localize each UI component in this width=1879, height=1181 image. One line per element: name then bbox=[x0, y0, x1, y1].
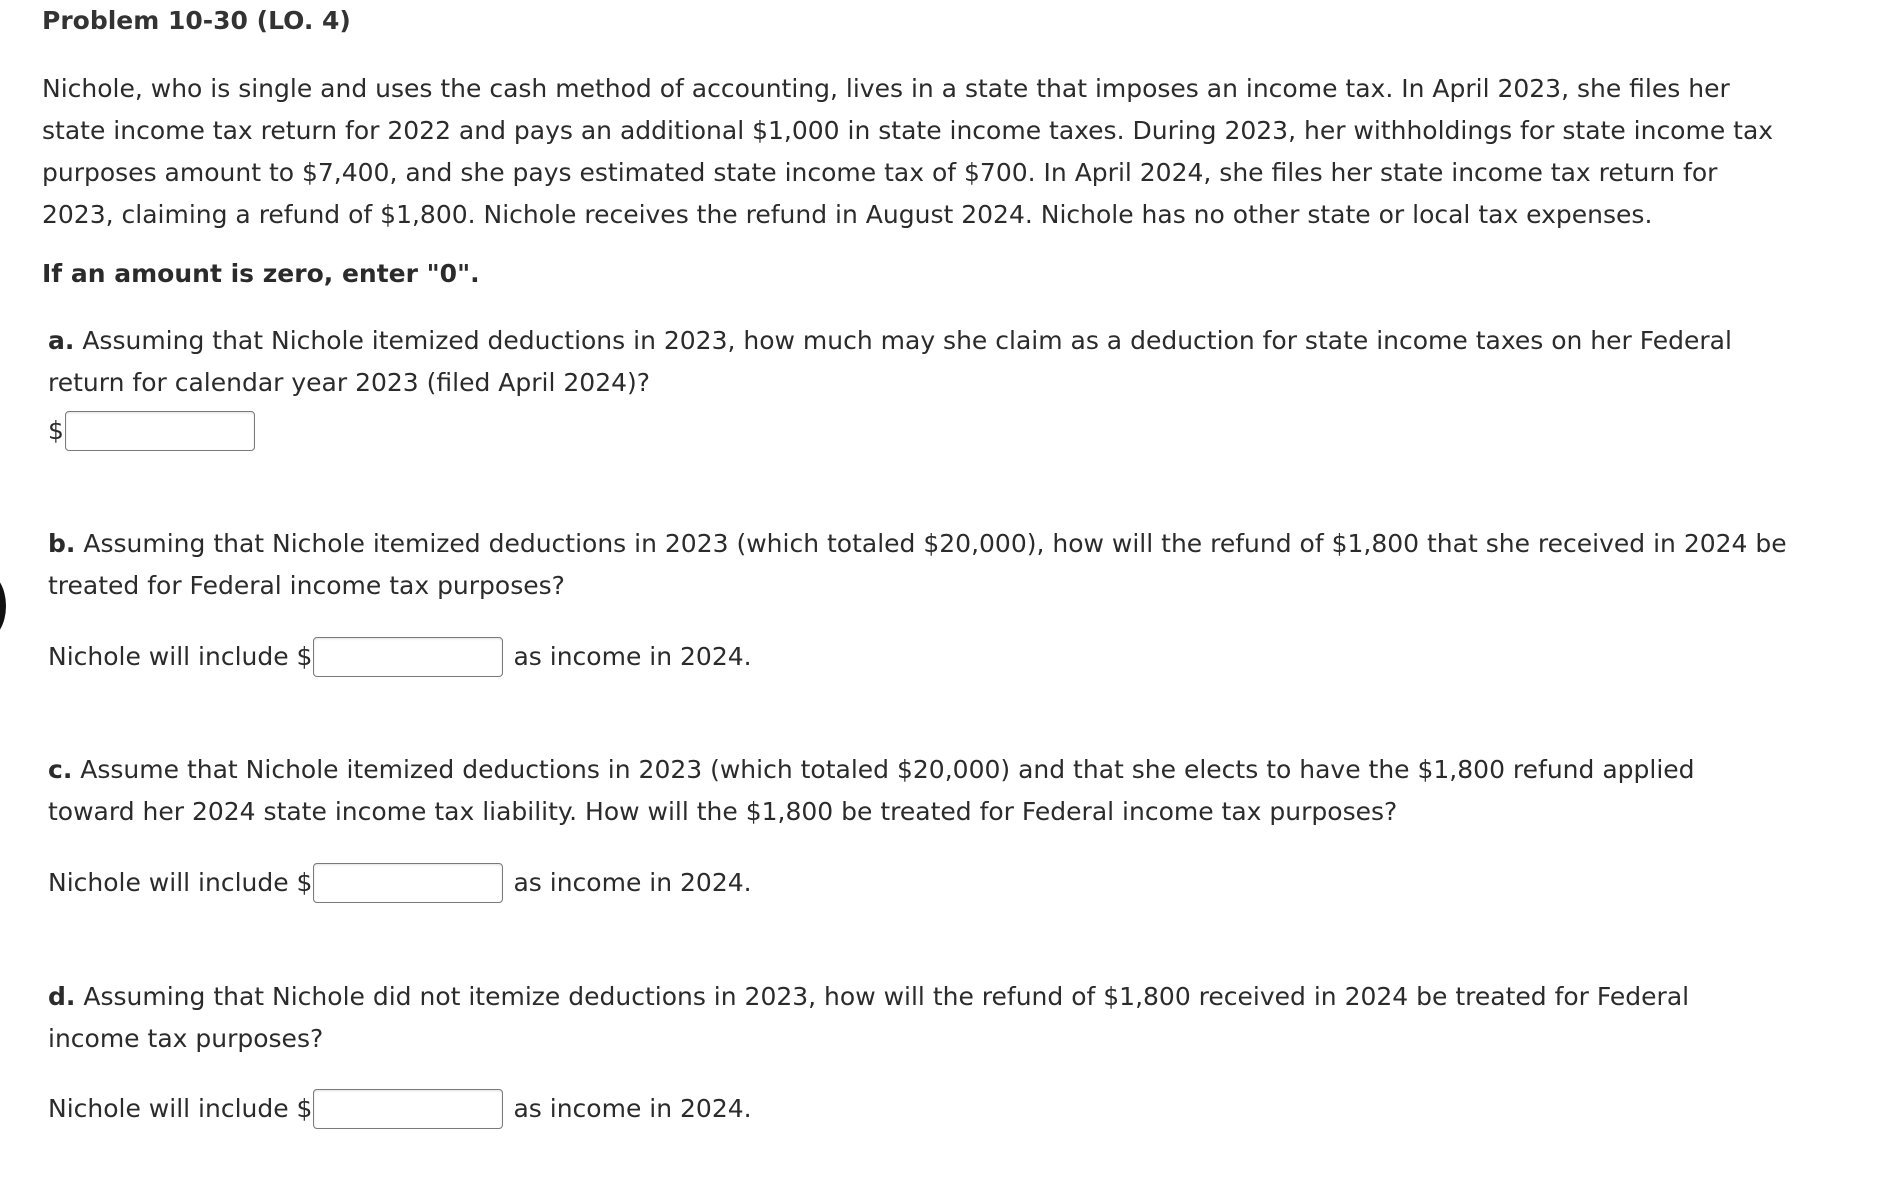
answer-c-row bbox=[48, 861, 752, 905]
answer-c-prefix: Nichole will include $ bbox=[48, 868, 313, 897]
answer-d-prefix: Nichole will include $ bbox=[48, 1094, 313, 1123]
question-b-letter: b. bbox=[48, 529, 76, 558]
problem-intro: Nichole, who is single and uses the cash method of accounting, lives in a state that imposes an income tax. In April 2023, she files her state income tax return for 2022 and pays an additional $1,000 in state income taxes. During 2023, her withholdings for state income tax purposes amount to $7,400, and she pays estimated state income tax of $700. In April 2024, she files her state income tax return for 2023, claiming a refund of $1,800. Nichole receives the refund in August 2024. Nichole has no other state or local tax expenses. bbox=[42, 74, 1774, 229]
answer-c-input[interactable] bbox=[313, 863, 503, 903]
question-c-letter: c. bbox=[48, 755, 73, 784]
answer-d-row bbox=[48, 1087, 752, 1131]
answer-b-row bbox=[48, 635, 752, 679]
answer-a-row bbox=[48, 409, 265, 453]
answer-d-suffix: as income in 2024. bbox=[513, 1094, 752, 1123]
answer-d-input[interactable] bbox=[313, 1089, 503, 1129]
question-c bbox=[48, 749, 1788, 833]
question-a-letter: a. bbox=[48, 326, 75, 355]
side-marker bbox=[0, 573, 6, 639]
question-b-text: Assuming that Nichole itemized deductions in 2023 (which totaled $20,000), how will the refund of $1,800 that she received in 2024 be treated for Federal income tax purposes? bbox=[48, 529, 1787, 600]
answer-c-suffix: as income in 2024. bbox=[513, 868, 752, 897]
question-b bbox=[48, 523, 1788, 607]
question-d-letter: d. bbox=[48, 982, 76, 1011]
problem-title: Problem 10-30 (LO. 4) bbox=[42, 6, 351, 35]
answer-a-input[interactable] bbox=[65, 411, 255, 451]
answer-b-suffix: as income in 2024. bbox=[513, 642, 752, 671]
zero-instruction: If an amount is zero, enter "0". bbox=[42, 259, 480, 288]
question-d-text: Assuming that Nichole did not itemize deductions in 2023, how will the refund of $1,800 received in 2024 be treated for Federal income tax purposes? bbox=[48, 982, 1690, 1053]
question-c-text: Assume that Nichole itemized deductions in 2023 (which totaled $20,000) and that she elects to have the $1,800 refund applied toward her 2024 state income tax liability. How will the $1,800 be treated for Federal income tax purposes? bbox=[48, 755, 1695, 826]
question-d bbox=[48, 976, 1788, 1060]
answer-a-currency: $ bbox=[48, 416, 64, 445]
answer-b-prefix: Nichole will include $ bbox=[48, 642, 313, 671]
question-a-text: Assuming that Nichole itemized deductions in 2023, how much may she claim as a deduction for state income taxes on her Federal return for calendar year 2023 (filed April 2024)? bbox=[48, 326, 1732, 397]
question-a bbox=[48, 320, 1788, 404]
answer-b-input[interactable] bbox=[313, 637, 503, 677]
